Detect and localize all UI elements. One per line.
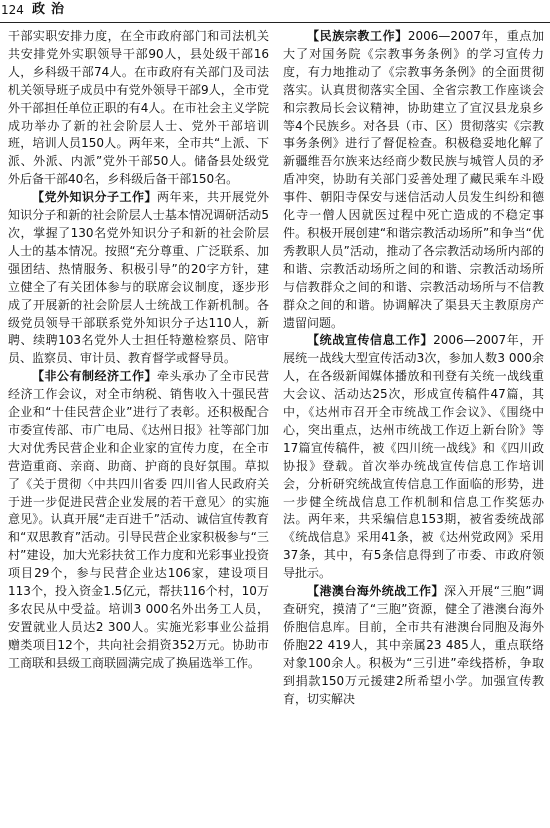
right-column — [283, 28, 544, 708]
paragraph — [283, 332, 544, 583]
paragraph-heading: 【党外知识分子工作】 — [32, 190, 157, 205]
paragraph — [8, 28, 269, 189]
page-header — [0, 0, 550, 23]
paragraph — [8, 368, 269, 672]
paragraph — [283, 28, 544, 332]
paragraph-heading: 【非公有制经济工作】 — [32, 369, 157, 384]
paragraph-text: 干部实职安排力度，在全市政府部门和司法机关共安排党外实职领导干部90人，县处级干部16人，乡科级干部74人。在市政府有关部门及司法机关领导班子成员中有党外领导干部9人，全市党外干部担任单位正职的有4人。在市社会主义学院成功举办了新的社会阶层人士、党外干部培训班，培训人员150人。两年来，全市共“上派、下派、外派、内派”党外干部50人。储备县处级党外后备干部40名，乡科级后备干部150名。 — [8, 29, 269, 187]
paragraph — [283, 583, 544, 708]
paragraph-text: 牵头承办了全市民营经济工作会议，对全市纳税、销售收入十强民营企业和“十佳民营企业”进行了表彰。还积极配合市委宣传部、市广电局、《达州日报》社等部门加大对优秀民营企业和企业家的宣传力度，在全市营造重商、亲商、助商、护商的良好氛围。草拟了《关于贯彻〈中共四川省委 四川省人民政府关于进一步促进民营企业发展的若干意见〉的实施意见》。认真开展“走百进千”活动、诚信宣传教育和“双思教育”活动。引导民营企业家积极参与“三村”建设，加大光彩扶贫工作力度和光彩事业投资项目29个，参与民营企业达106家，建设项目113个，投入资金1.5亿元，帮扶116个村，10万多农民从中受益。培训3 000名外出务工人员，安置就业人员达2 300人。实施光彩事业公益捐赠类项目12个，共向社会捐资352万元。协助市工商联和县级工商联圆满完成了换届选举工作。 — [8, 369, 269, 670]
paragraph-heading: 【港澳台海外统战工作】 — [307, 584, 444, 599]
paragraph-text: 2006—2007年，重点加大了对国务院《宗教事务条例》的学习宣传力度，有力地推动了《宗教事务条例》的全面贯彻落实。认真贯彻落实全国、全省宗教工作座谈会和宗教局长会议精神，协助建立了宣汉县龙泉乡等4个民族乡。对各县（市、区）贯彻落实《宗教事务条例》进行了督促检查。积极稳妥地化解了新疆维吾尔族来达经商少数民族与城管人员的矛盾冲突，协助有关部门妥善处理了藏民乘车斗殴事件、朝阳寺保安与迷信活动人员发生纠纷和德化寺一僧人因就医过程中死亡造成的不稳定事件。积极开展创建“和谐宗教活动场所”和争当“优秀教职人员”活动，推动了各宗教活动场所内部的和谐、宗教活动场所之间的和谐、宗教活动场所与信教群众之间的和谐、宗教活动场所与不信教群众之间的和谐。协调解决了渠县天主教原房产遗留问题。 — [283, 29, 544, 330]
left-column — [8, 28, 269, 673]
paragraph-heading: 【民族宗教工作】 — [307, 29, 408, 43]
paragraph-text: 两年来，共开展党外知识分子和新的社会阶层人士基本情况调研活动5次，掌握了130名党外知识分子和新的社会阶层人士的基本情况。按照“充分尊重、广泛联系、加强团结、热情服务、积极引导”的20字方针，建立健全了有关团体参与的联席会议制度，逐步形成了开展新的社会阶层人士统战工作新机制。各级党员领导干部联系党外知识分子达110人，新聘、续聘103名党外人士担任特邀检察员、陪审员、监察员、审计员、教育督学或督导员。 — [8, 190, 269, 366]
section-title: 政治 — [32, 2, 71, 17]
paragraph — [8, 189, 269, 368]
paragraph-text: 深入开展“三胞”调查研究，摸清了“三胞”资源，健全了港澳台海外侨胞信息库。目前，全市共有港澳台同胞及海外侨胞22 419人，其中亲属23 485人，重点联络对象100余人。积极为“三引进”牵线搭桥，争取到捐款150万元援建2所希望小学。加强宣传教育，切实解决 — [283, 584, 544, 706]
page-number: 124 — [1, 3, 24, 17]
paragraph-text: 2006—2007年，开展统一战线大型宣传活动3次，参加人数3 000余人，在各级新闻媒体播放和刊登有关统一战线重大会议、活动达25次，形成宣传稿件47篇，其中，《达州市召开全市统战工作会议》、《围绕中心，突出重点，达州市统战工作迈上新台阶》等17篇宣传稿件，被《四川统一战线》和《四川政协报》登载。首次举办统战宣传信息工作培训会，分析研究统战宣传信息工作面临的形势，进一步健全统战信息工作机制和信息工作奖惩办法。两年来，共采编信息153期，被省委统战部《统战信息》采用41条，被《达州党政网》采用37条，其中，有5条信息得到了市委、市政府领导批示。 — [283, 333, 544, 581]
paragraph-heading: 【统战宣传信息工作】 — [307, 333, 434, 348]
